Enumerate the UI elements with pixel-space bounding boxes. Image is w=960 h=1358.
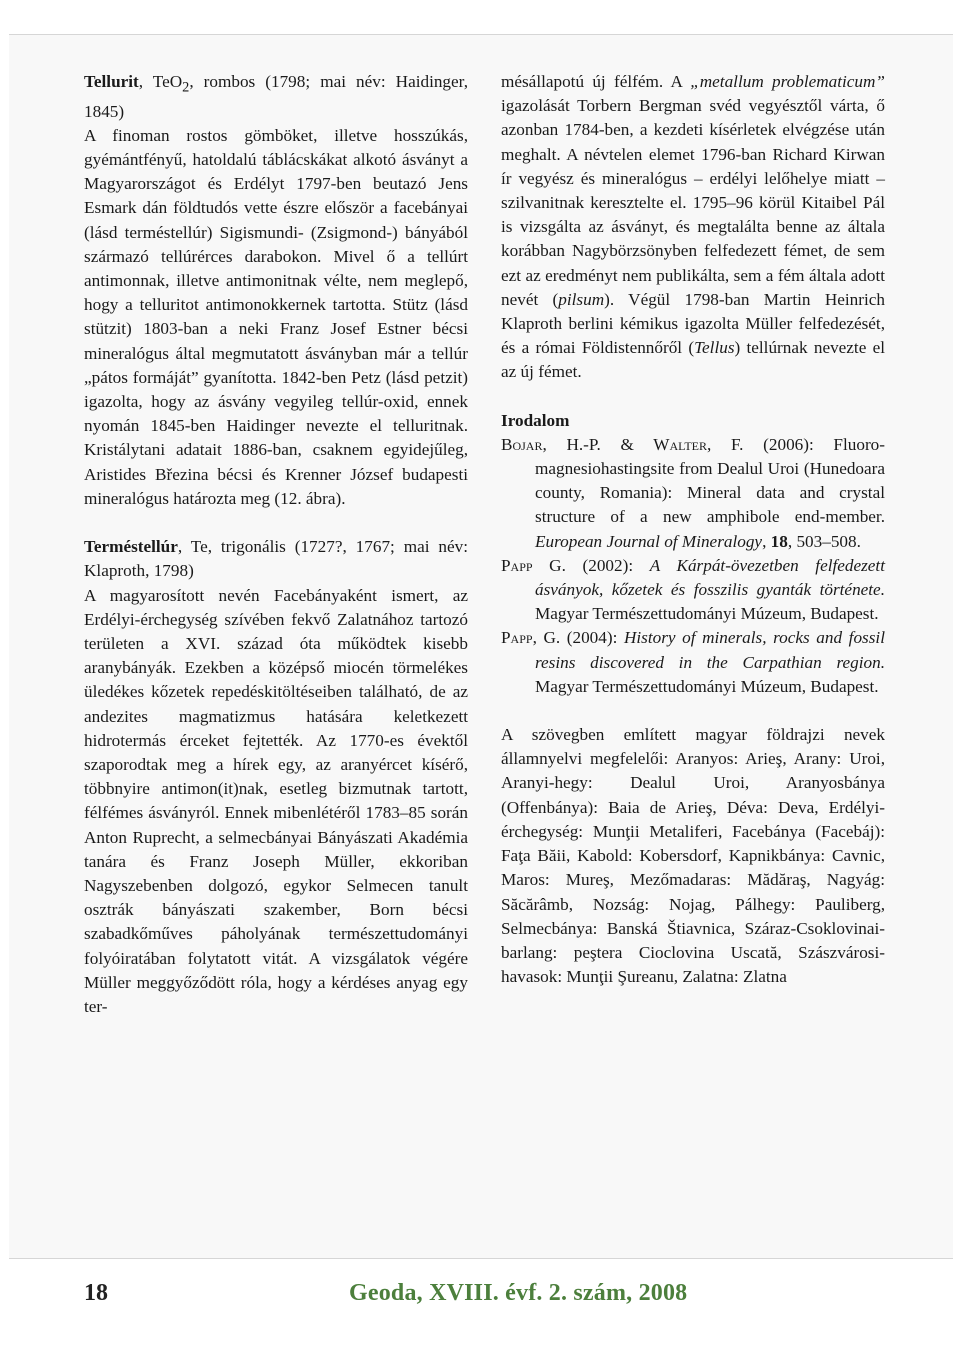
continuation-text-2: igazolását Torbern Bergman svéd vegyésztől várta, ő azonban 1784-ben, a kezdeti kísérletek elvégzése után meghalt. A névtelen elemet 1796-ban Richard Kirwan ír vegyész és mineralógus – erdélyi lelőhelye miatt – szilvanitnak keresztelte el. 1795–96 körül Kitaibel Pál is vizsgálta az ásványt, és megtalálta benne az általa korábban Nagybörzsönyben felfedezett fémet, de sem ezt az eredményt nem publikálta, sem a fém általa adott nevét ( — [501, 96, 885, 309]
continuation-italic-2: pilsum — [558, 289, 605, 309]
reference-2-author: Papp G. — [501, 555, 566, 575]
tellurit-formula-prefix: , TeO — [138, 72, 183, 91]
tellurit-title: Tellurit — [84, 72, 139, 91]
reference-2-text: (2002): — [565, 555, 650, 575]
reference-1-journal: European Journal of Mineralogy — [535, 531, 763, 551]
tellurit-entry — [84, 70, 468, 511]
reference-3-publisher: Magyar Természettudományi Múzeum, Budapest. — [535, 676, 879, 696]
termestellur-continuation — [501, 70, 885, 385]
termestellur-body: A magyarosított nevén Facebányaként ismert, az Erdélyi-érchegység szívében fekvő Zalatnához tartozó területen a XVI. század óta működtek kisebb aranybányák. Ezekben a középső miocén törmelékes üledékes kőzetek repedéskitöltéseiben található, de az andezites magmatizmus hatására keletkezett hidrotermás érceket fejtették. Az 1770-es évektől szaporodtak meg a hírek egy, az aranyércet kísérő, többnyire antimon(it)nak, esetleg bizmutnak tartott, félfémes ásványról. Ennek mibenlétéről 1783–85 során Anton Ruprecht, a selmecbányai Bányászati Akadémia tanára és Franz Joseph Müller, ekkoriban Nagyszebenben dolgozó, egykor Selmecen tanult osztrák bányászati szakember, Born bécsi szabadkőműves páholyának természettudományi folyóiratában folytatott vitát. A vizsgálatok végére Müller meggyőződött róla, hogy a kérdéses anyag egy ter- — [84, 585, 468, 1016]
termestellur-meta: , Te, trigonális (1727?, 1767; mai név: Klaproth, 1798) — [84, 537, 468, 581]
right-column — [501, 70, 885, 989]
reference-3-author: Papp, G. — [501, 628, 561, 648]
reference-3-title: History of minerals, rocks and fossil resins discovered in the Carpathian region. — [535, 628, 885, 672]
continuation-italic-1: „metallum problematicum” — [690, 72, 885, 91]
literature-heading: Irodalom — [501, 410, 570, 430]
reference-1-pages: , 503–508. — [787, 531, 861, 551]
continuation-text-3: ). Végül 1798-ban Martin Heinrich Klaproth berlini kémikus igazolta Müller felfedezését, és a római Földistennőről ( — [501, 289, 885, 358]
reference-2-title: A Kárpát-övezetben felfedezett ásványok, kőzetek és fosszilis gyanták története. — [535, 555, 885, 600]
tellurit-formula-subscript: 2 — [182, 79, 190, 96]
place-names-note: A szövegben említett magyar földrajzi nevek államnyelvi megfelelői: Aranyos: Arieş, Arany: Uroi, Aranyi-hegy: Dealul Uroi, Aranyosbánya (Offenbánya): Baia de Arieş, Déva: Deva, Erdélyi-érchegység: Munţii Metaliferi, Facebánya (Facebáj): Faţa Băii, Kabold: Kobersdorf, Kapnikbánya: Cavnic, Maros: Mureş, Mezőmadaras: Mădăraş, Nagyág: Săcărâmb, Nozság: Nojag, Pálhegy: Pauliberg, Selmecbánya: Banská Štiavnica, Száraz-Csoklovinai-barlang: peştera Cioclovina Uscată, Szászvárosi-havasok: Munţii Şureanu, Zalatna: Zlatna — [501, 725, 885, 987]
reference-2 — [501, 554, 885, 627]
termestellur-title: Terméstellúr — [84, 537, 178, 557]
termestellur-entry — [84, 535, 468, 1019]
continuation-text-4: ) tellúrnak nevezte el az új fémet. — [501, 338, 885, 382]
reference-1-text: (2006): Fluoro-magnesiohastingsite from Dealul Uroi (Hunedoara county, Romania): Mineral data and crystal structure of a new amphibole end-member. — [535, 434, 885, 527]
left-column — [84, 70, 468, 1019]
reference-1-separator: , — [762, 531, 771, 551]
tellurit-body: A finoman rostos gömböket, illetve hosszúkás, gyémántfényű, hatoldalú táblácskákat alkotó ásványt a Magyarországot és Erdélyt 1797-ben beutazó Jens Esmark dán földtudós vette észre először a facebányai (lásd terméstellúr) Sigismundi- (Zsigmond-) bányából származó tellúrérces darabokon. Mivel ő a tellúrt antimonnak, illetve antimonitnak vélte, nem meglepő, hogy a telluritot antimonokkernek tartotta. Stütz (lásd stützit) 1803-ban a neki Franz Josef Estner bécsi mineralógus által megmutatott ásványban már a tellúr „pátos formáját” gyanította. 1842-ben Petz (lásd petzit) igazolta, hogy az ásvány vegyileg tellúr-oxid, ennek nyomán 1845-ben Haidinger nevezte el telluritnak. Kristálytani adatait 1886-ban, csaknem egyidejűleg, Aristides Březina bécsi és Krenner József budapesti mineralógus határozta meg (12. ábra). — [84, 125, 468, 508]
continuation-text-1: mésállapotú új félfém. A — [501, 72, 691, 91]
reference-1 — [501, 433, 885, 554]
reference-3-text: (2004): — [560, 628, 624, 648]
tellurit-meta: , rombos (1798; mai név: Haidinger, 1845) — [84, 72, 468, 121]
reference-1-volume: 18 — [770, 531, 788, 551]
journal-citation: Geoda, XVIII. évf. 2. szám, 2008 — [349, 1280, 688, 1306]
reference-1-author: Bojar, H.-P. & Walter, F. — [501, 434, 744, 454]
page-number: 18 — [84, 1280, 108, 1306]
continuation-italic-3: Tellus — [694, 338, 735, 358]
reference-3 — [501, 626, 885, 699]
reference-2-publisher: Magyar Természettudományi Múzeum, Budapest. — [535, 604, 879, 624]
